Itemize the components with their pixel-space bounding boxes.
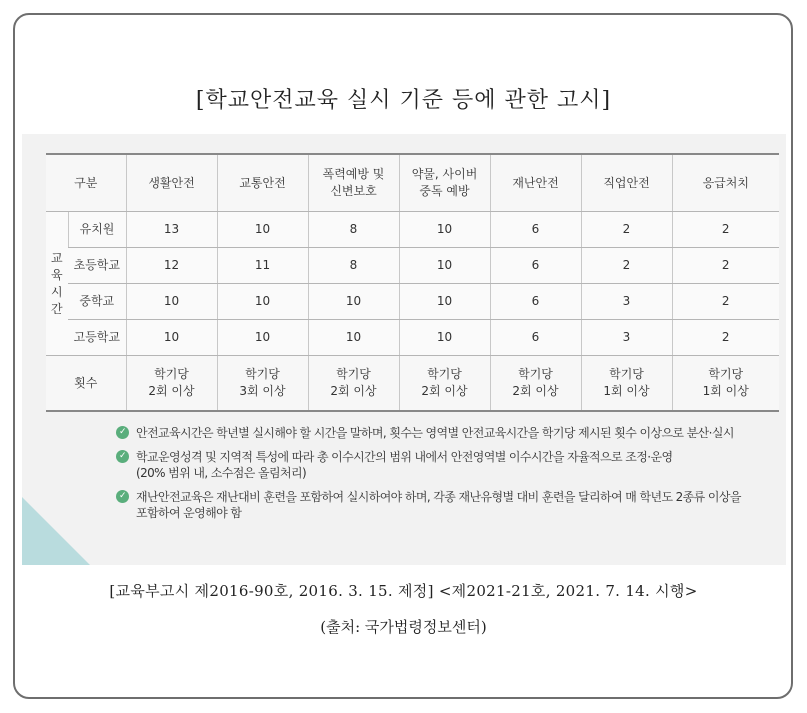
table-cell: 학기당 1회 이상: [672, 356, 779, 412]
table-cell: 학기당 2회 이상: [399, 356, 490, 412]
table-cell: 10: [126, 320, 217, 356]
table-cell: 10: [217, 212, 308, 248]
header-col-4: 약물, 사이버 중독 예방: [399, 154, 490, 212]
check-circle-icon: ✓: [116, 490, 129, 503]
table-cell: 학기당 3회 이상: [217, 356, 308, 412]
table-cell: 3: [581, 284, 672, 320]
check-circle-icon: ✓: [116, 426, 129, 439]
note-item: [116, 449, 766, 481]
row-label: 중학교: [68, 284, 126, 320]
table-cell: 8: [308, 212, 399, 248]
table-cell: 3: [581, 320, 672, 356]
table-row: [46, 248, 779, 284]
notes-list: [116, 425, 766, 529]
table-cell: 학기당 2회 이상: [126, 356, 217, 412]
safety-education-table: [46, 153, 779, 412]
table-cell: 10: [126, 284, 217, 320]
group-label-education-hours: 교 육 시 간: [46, 212, 68, 356]
table-cell: 2: [581, 212, 672, 248]
table-cell: 10: [308, 284, 399, 320]
header-col-6: 직업안전: [581, 154, 672, 212]
note-text: 안전교육시간은 학년별 실시해야 할 시간을 말하며, 횟수는 영역별 안전교육시간을 학기당 제시된 횟수 이상으로 분산·실시: [136, 426, 734, 440]
table-cell: 10: [399, 320, 490, 356]
table-cell: 6: [490, 248, 581, 284]
table-cell: 6: [490, 284, 581, 320]
note-text: 학교운영성격 및 지역적 특성에 따라 총 이수시간의 범위 내에서 안전영역별 이수시간을 자율적으로 조정·운영 (20% 범위 내, 소수점은 올림처리): [136, 450, 673, 480]
source-line: (출처: 국가법령정보센터): [320, 618, 487, 636]
check-circle-icon: ✓: [116, 450, 129, 463]
row-label: 고등학교: [68, 320, 126, 356]
header-col-1: 생활안전: [126, 154, 217, 212]
table-row: [46, 284, 779, 320]
citation-line: [교육부고시 제2016-90호, 2016. 3. 15. 제정] <제2021-21호, 2021. 7. 14. 시행>: [109, 582, 698, 600]
table-cell: 6: [490, 320, 581, 356]
table-cell: 10: [217, 284, 308, 320]
table-cell: 학기당 2회 이상: [490, 356, 581, 412]
table-header-row: [46, 154, 779, 212]
note-item: [116, 425, 766, 441]
table-cell: 10: [399, 212, 490, 248]
row-label: 유치원: [68, 212, 126, 248]
row-label: 횟수: [46, 356, 126, 412]
header-category: 구분: [46, 154, 126, 212]
table-cell: 10: [399, 284, 490, 320]
table-cell: 학기당 1회 이상: [581, 356, 672, 412]
table-cell: 10: [217, 320, 308, 356]
table-cell: 2: [672, 320, 779, 356]
note-text: 재난안전교육은 재난대비 훈련을 포함하여 실시하여야 하며, 각종 재난유형별 대비 훈련을 달리하여 매 학년도 2종류 이상을 포함하여 운영해야 함: [136, 490, 741, 520]
table-cell: 10: [399, 248, 490, 284]
count-row: [46, 356, 779, 412]
document-title: [학교안전교육 실시 기준 등에 관한 고시]: [195, 88, 612, 113]
table-cell: 6: [490, 212, 581, 248]
table-cell: 12: [126, 248, 217, 284]
table-cell: 11: [217, 248, 308, 284]
table-cell: 2: [672, 212, 779, 248]
table-row: [46, 320, 779, 356]
table-cell: 2: [672, 284, 779, 320]
corner-decoration: [22, 497, 90, 565]
table-row: [46, 212, 779, 248]
header-col-7: 응급처치: [672, 154, 779, 212]
header-col-3: 폭력예방 및 신변보호: [308, 154, 399, 212]
table-cell: 8: [308, 248, 399, 284]
table-cell: 10: [308, 320, 399, 356]
table-cell: 학기당 2회 이상: [308, 356, 399, 412]
row-label: 초등학교: [68, 248, 126, 284]
header-col-5: 재난안전: [490, 154, 581, 212]
table-cell: 2: [581, 248, 672, 284]
header-col-2: 교통안전: [217, 154, 308, 212]
table-cell: 2: [672, 248, 779, 284]
note-item: [116, 489, 766, 521]
table-cell: 13: [126, 212, 217, 248]
